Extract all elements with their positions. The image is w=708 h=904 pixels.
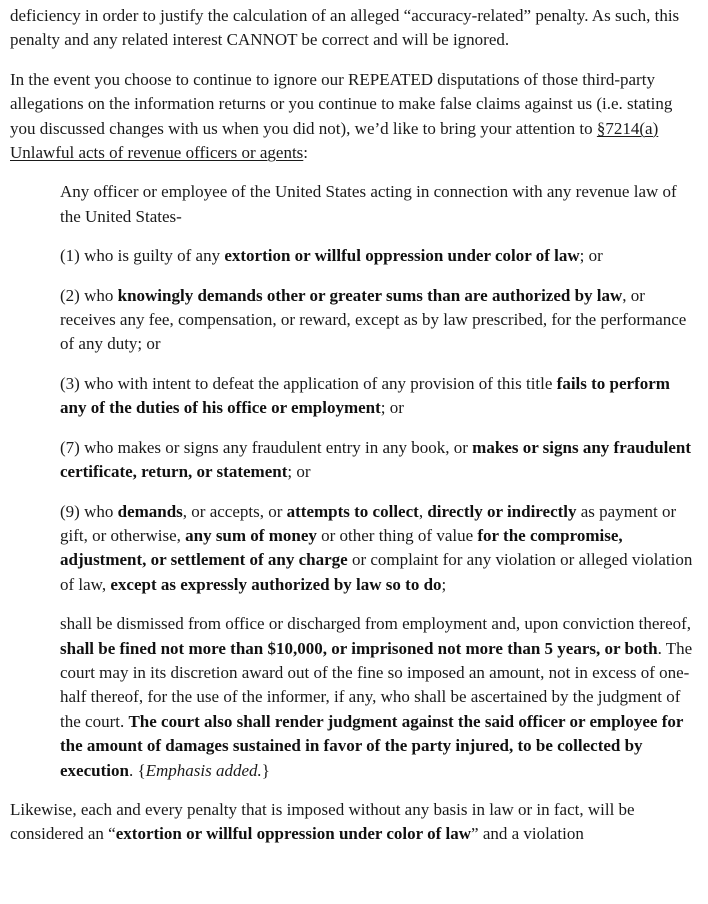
paragraph-repeated-disputations: In the event you choose to continue to ignore our REPEATED disputations of those third-party allegations on the information returns or you continue to make false claims against us (i.e. stating you discussed changes with us when you did not), we’d like to bring your attention to §7214(a) Unlawful acts of revenue officers or agents: (10, 69, 673, 163)
statute-clause-1: (1) who is guilty of any extortion or willful oppression under color of law; or (60, 246, 603, 266)
statute-clause-3: (3) who with intent to defeat the application of any provision of this title fails to perform any of the duties of his office or employment; or (60, 373, 670, 418)
document-body (10, 4, 694, 862)
statute-blockquote (60, 180, 694, 783)
section-7214a-link[interactable]: §7214(a) Unlawful acts of revenue officers or agents (10, 118, 659, 163)
statute-clause-7: (7) who makes or signs any fraudulent entry in any book, or makes or signs any fraudulent certificate, return, or statement; or (60, 437, 692, 482)
statute-intro: Any officer or employee of the United States acting in connection with any revenue law of the United States- (60, 182, 677, 226)
statute-clause-9: (9) who demands, or accepts, or attempts to collect, directly or indirectly as payment or gift, or otherwise, any sum of money or other thing of value for the compromise, adjustment, or settlement of any charge or complaint for any violation or alleged violation of law, except as expressly authorized by law so to do; (60, 501, 693, 594)
statute-clause-2: (2) who knowingly demands other or greater sums than are authorized by law, or receives any fee, compensation, or reward, except as by law prescribed, for the performance of any duty; or (60, 285, 687, 354)
paragraph-likewise-penalty: Likewise, each and every penalty that is imposed without any basis in law or in fact, will be considered an “extortion or willful oppression under color of law” and a violation (10, 799, 635, 844)
paragraph-penalty-deficiency: deficiency in order to justify the calculation of an alleged “accuracy-related” penalty. As such, this penalty and any related interest CANNOT be correct and will be ignored. (10, 6, 680, 50)
statute-closing: shall be dismissed from office or discharged from employment and, upon conviction thereof, shall be fined not more than $10,000, or imprisoned not more than 5 years, or both. The court may in its discretion award out of the fine so imposed an amount, not in excess of one-half thereof, for the use of the informer, if any, who shall be ascertained by the judgment of the court. The court also shall render judgment against the said officer or employee for the amount of damages sustained in favor of the party injured, to be collected by execution. {Emphasis added.} (60, 614, 693, 780)
